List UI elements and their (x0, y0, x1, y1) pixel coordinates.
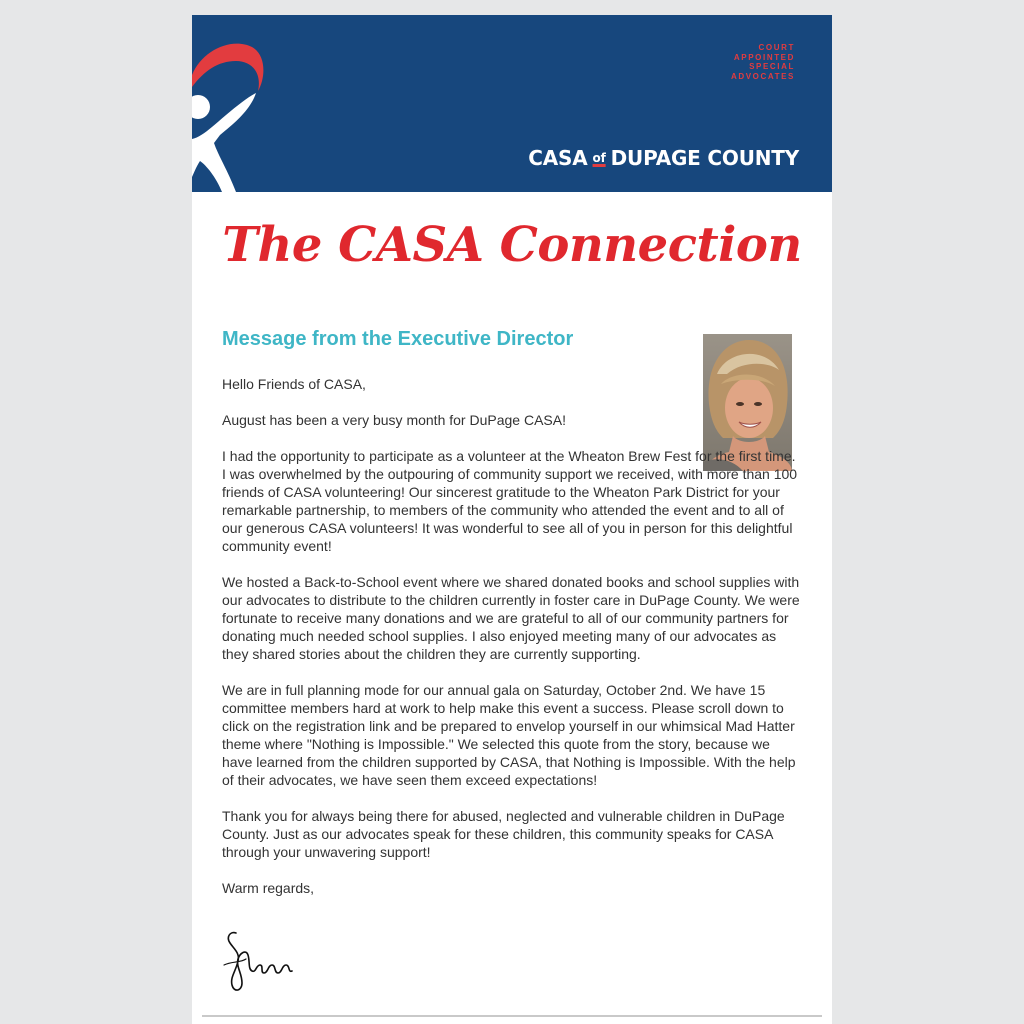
message-paragraph: August has been a very busy month for DuPage CASA! (222, 412, 566, 428)
tagline-line: SPECIAL (749, 62, 795, 72)
newsletter-card (192, 15, 832, 1024)
brand-wordmark (528, 146, 799, 170)
message-paragraph: We are in full planning mode for our annual gala on Saturday, October 2nd. We have 15 committee members hard at work to help make this event a success. Please scroll down to click on the registration link and be prepared to envelop yourself in our whimsical Mad Hatter theme where "Nothing is Impossible." We selected this quote from the story, because we have learned from the children supported by CASA, that Nothing is Impossible. With the help of their advocates, we have seen them exceed expectations! (222, 682, 796, 788)
tagline-line: COURT (758, 43, 795, 52)
brand-county: DUPAGE COUNTY (610, 146, 799, 170)
message-paragraph: Thank you for always being there for abused, neglected and vulnerable children in DuPage County. Just as our advocates speak for these children, this community speaks for CASA through your unwavering support! (222, 808, 785, 860)
newsletter-header-banner (192, 15, 832, 192)
message-paragraph: I had the opportunity to participate as a volunteer at the Wheaton Brew Fest for the first time. I was overwhelmed by the outpouring of community support we received, with more than 100 friends of CASA volunteering! Our sincerest gratitude to the Wheaton Park District for your remarkable partnership, to members of the community who attended the event and to all of our generous CASA volunteers! It was wonderful to see all of you in person for this delightful community event! (222, 448, 798, 554)
brand-of: of (592, 151, 606, 165)
signature-image (220, 925, 300, 997)
tagline (731, 43, 795, 81)
message-body (222, 375, 802, 915)
section-heading: Message from the Executive Director (222, 328, 574, 350)
brand-name: CASA (528, 146, 588, 170)
message-paragraph: Warm regards, (222, 880, 315, 896)
casa-logo-figure-icon (192, 15, 282, 192)
message-paragraph: Hello Friends of CASA, (222, 376, 366, 392)
newsletter-title: The CASA Connection (222, 217, 802, 273)
tagline-line: APPOINTED (733, 52, 795, 62)
tagline-line: ADVOCATES (730, 71, 795, 81)
section-divider (202, 1015, 822, 1017)
message-paragraph: We hosted a Back-to-School event where we shared donated books and school supplies with our advocates to distribute to the children currently in foster care in DuPage County. We were fortunate to receive many donations and we are grateful to all of our community partners for donating much needed school supplies. I also enjoyed meeting many of our advocates as they shared stories about the children they are currently supporting. (222, 574, 800, 662)
